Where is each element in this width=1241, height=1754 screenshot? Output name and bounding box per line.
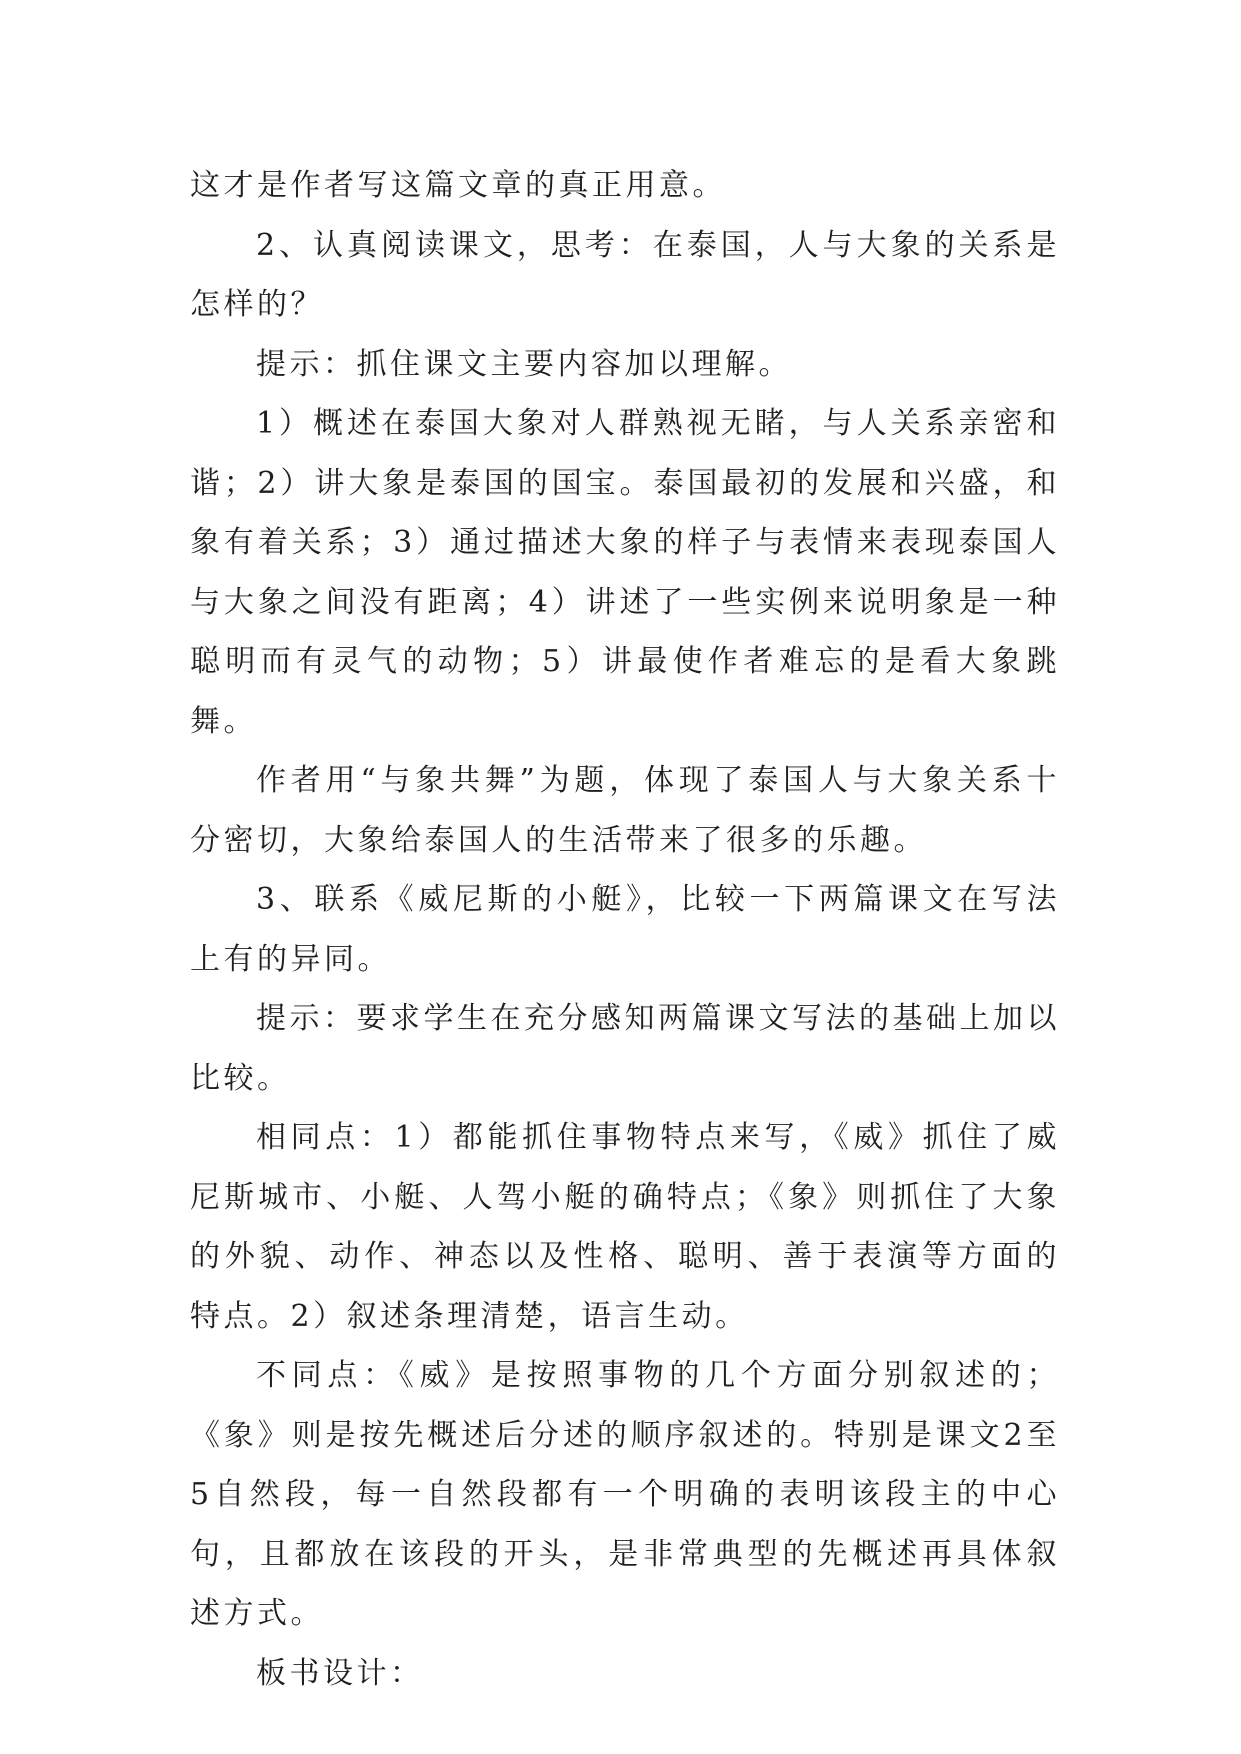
paragraph-3: 提示：抓住课文主要内容加以理解。: [256, 346, 792, 382]
paragraph-2: 2、认真阅读课文，思考：在泰国，人与大象的关系是怎样的？: [190, 227, 1060, 322]
paragraph-5: 作者用“与象共舞”为题，体现了泰国人与大象关系十分密切，大象给泰国人的生活带来了很多的乐趣。: [190, 763, 1060, 858]
paragraph-1: 这才是作者写这篇文章的真正用意。: [190, 168, 726, 203]
document-body: [190, 156, 1060, 1703]
paragraph-10: 板书设计：: [256, 1655, 424, 1691]
paragraph-9: 不同点：《威》是按照事物的几个方面分别叙述的；《象》则是按先概述后分述的顺序叙述的。特别是课文2至5自然段，每一自然段都有一个明确的表明该段主的中心句，且都放在该段的开头，是非常典型的先概述再具体叙述方式。: [190, 1358, 1060, 1631]
paragraph-8: 相同点：1）都能抓住事物特点来写，《威》抓住了威尼斯城市、小艇、人驾小艇的确特点；《象》则抓住了大象的外貌、动作、神态以及性格、聪明、善于表演等方面的特点。2）叙述条理清楚，语言生动。: [190, 1120, 1060, 1334]
paragraph-4: 1）概述在泰国大象对人群熟视无睹，与人关系亲密和谐；2）讲大象是泰国的国宝。泰国最初的发展和兴盛，和象有着关系；3）通过描述大象的样子与表情来表现泰国人与大象之间没有距离；4）讲述了一些实例来说明象是一种聪明而有灵气的动物；5）讲最使作者难忘的是看大象跳舞。: [190, 406, 1060, 739]
paragraph-7: 提示：要求学生在充分感知两篇课文写法的基础上加以比较。: [190, 1001, 1060, 1096]
paragraph-6: 3、联系《威尼斯的小艇》，比较一下两篇课文在写法上有的异同。: [190, 882, 1060, 977]
